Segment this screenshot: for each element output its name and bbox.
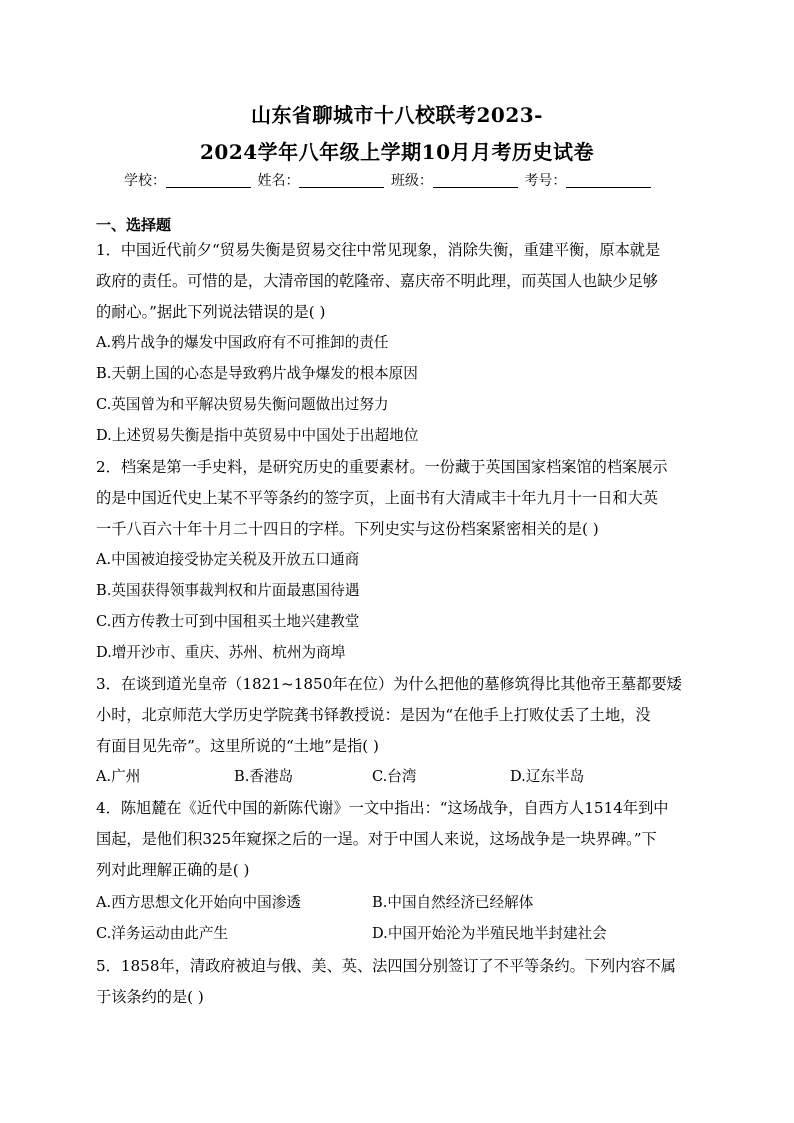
q4-option-b[interactable]: B.中国自然经济已经解体 bbox=[372, 894, 534, 911]
name-blank[interactable] bbox=[299, 172, 384, 188]
q2-option-b[interactable]: B.英国获得领事裁判权和片面最惠国待遇 bbox=[96, 582, 360, 599]
q4-option-a[interactable]: A.西方思想文化开始向中国渗透 bbox=[96, 894, 301, 911]
q3-option-a[interactable]: A.广州 bbox=[96, 768, 141, 785]
q4-option-d[interactable]: D.中国开始沦为半殖民地半封建社会 bbox=[372, 925, 607, 942]
q3-stem-line: 小时，北京师范大学历史学院龚书铎教授说：是因为“在他手上打败仗丢了土地，没 bbox=[96, 706, 651, 724]
class-blank[interactable] bbox=[433, 172, 518, 188]
student-info-row bbox=[124, 170, 653, 190]
q5-stem-line: 5．1858年，清政府被迫与俄、美、英、法四国分别签订了不平等条约。下列内容不属 bbox=[96, 957, 676, 975]
exam-number-label: 考号： bbox=[524, 173, 567, 189]
q4-option-c[interactable]: C.洋务运动由此产生 bbox=[96, 925, 229, 942]
q3-option-b[interactable]: B.香港岛 bbox=[234, 768, 294, 785]
q4-stem-line: 4．陈旭麓在《近代中国的新陈代谢》一文中指出：“这场战争，自西方人1514年到中 bbox=[96, 799, 669, 817]
q1-stem-line: 的耐心。”据此下列说法错误的是( ) bbox=[96, 303, 326, 321]
q1-option-d[interactable]: D.上述贸易失衡是指中英贸易中中国处于出超地位 bbox=[96, 427, 419, 444]
q3-stem-line: 有面目见先帝”。这里所说的“土地”是指( ) bbox=[96, 737, 379, 755]
q2-option-a[interactable]: A.中国被迫接受协定关税及开放五口通商 bbox=[96, 551, 360, 568]
exam-number-blank[interactable] bbox=[566, 172, 651, 188]
school-blank[interactable] bbox=[166, 172, 251, 188]
q1-option-b[interactable]: B.天朝上国的心态是导致鸦片战争爆发的根本原因 bbox=[96, 365, 418, 382]
exam-title-line2: 2024学年八年级上学期10月月考历史试卷 bbox=[200, 140, 594, 164]
q3-option-d[interactable]: D.辽东半岛 bbox=[510, 768, 585, 785]
q3-option-c[interactable]: C.台湾 bbox=[372, 768, 417, 785]
q1-option-a[interactable]: A.鸦片战争的爆发中国政府有不可推卸的责任 bbox=[96, 334, 389, 351]
q1-option-c[interactable]: C.英国曾为和平解决贸易失衡问题做出过努力 bbox=[96, 396, 389, 413]
q2-stem-line: 2．档案是第一手史料，是研究历史的重要素材。一份藏于英国国家档案馆的档案展示 bbox=[96, 458, 668, 476]
name-label: 姓名： bbox=[257, 173, 300, 189]
exam-title-line1: 山东省聊城市十八校联考2023- bbox=[251, 103, 543, 127]
q2-option-d[interactable]: D.增开沙市、重庆、苏州、杭州为商埠 bbox=[96, 644, 346, 661]
q5-stem-line: 于该条约的是( ) bbox=[96, 988, 204, 1006]
school-label: 学校： bbox=[124, 173, 166, 189]
q2-option-c[interactable]: C.西方传教士可到中国租买土地兴建教堂 bbox=[96, 613, 360, 630]
q3-stem-line: 3．在谈到道光皇帝（1821~1850年在位）为什么把他的墓修筑得比其他帝王墓都要矮 bbox=[96, 675, 682, 693]
class-label: 班级： bbox=[390, 173, 433, 189]
q1-stem-line: 政府的责任。可惜的是，大清帝国的乾隆帝、嘉庆帝不明此理，而英国人也缺少足够 bbox=[96, 272, 658, 290]
q2-stem-line: 一千八百六十年十月二十四日的字样。下列史实与这份档案紧密相关的是( ) bbox=[96, 520, 599, 538]
q4-stem-line: 列对此理解正确的是( ) bbox=[96, 861, 250, 879]
q2-stem-line: 的是中国近代史上某不平等条约的签字页，上面书有大清咸丰十年九月十一日和大英 bbox=[96, 489, 658, 507]
section-heading: 一、选择题 bbox=[96, 216, 172, 234]
q4-stem-line: 国起，是他们积325年窥探之后的一逞。对于中国人来说，这场战争是一块界碑。”下 bbox=[96, 830, 657, 848]
q1-stem-line: 1．中国近代前夕“贸易失衡是贸易交往中常见现象，消除失衡，重建平衡，原本就是 bbox=[96, 241, 661, 259]
